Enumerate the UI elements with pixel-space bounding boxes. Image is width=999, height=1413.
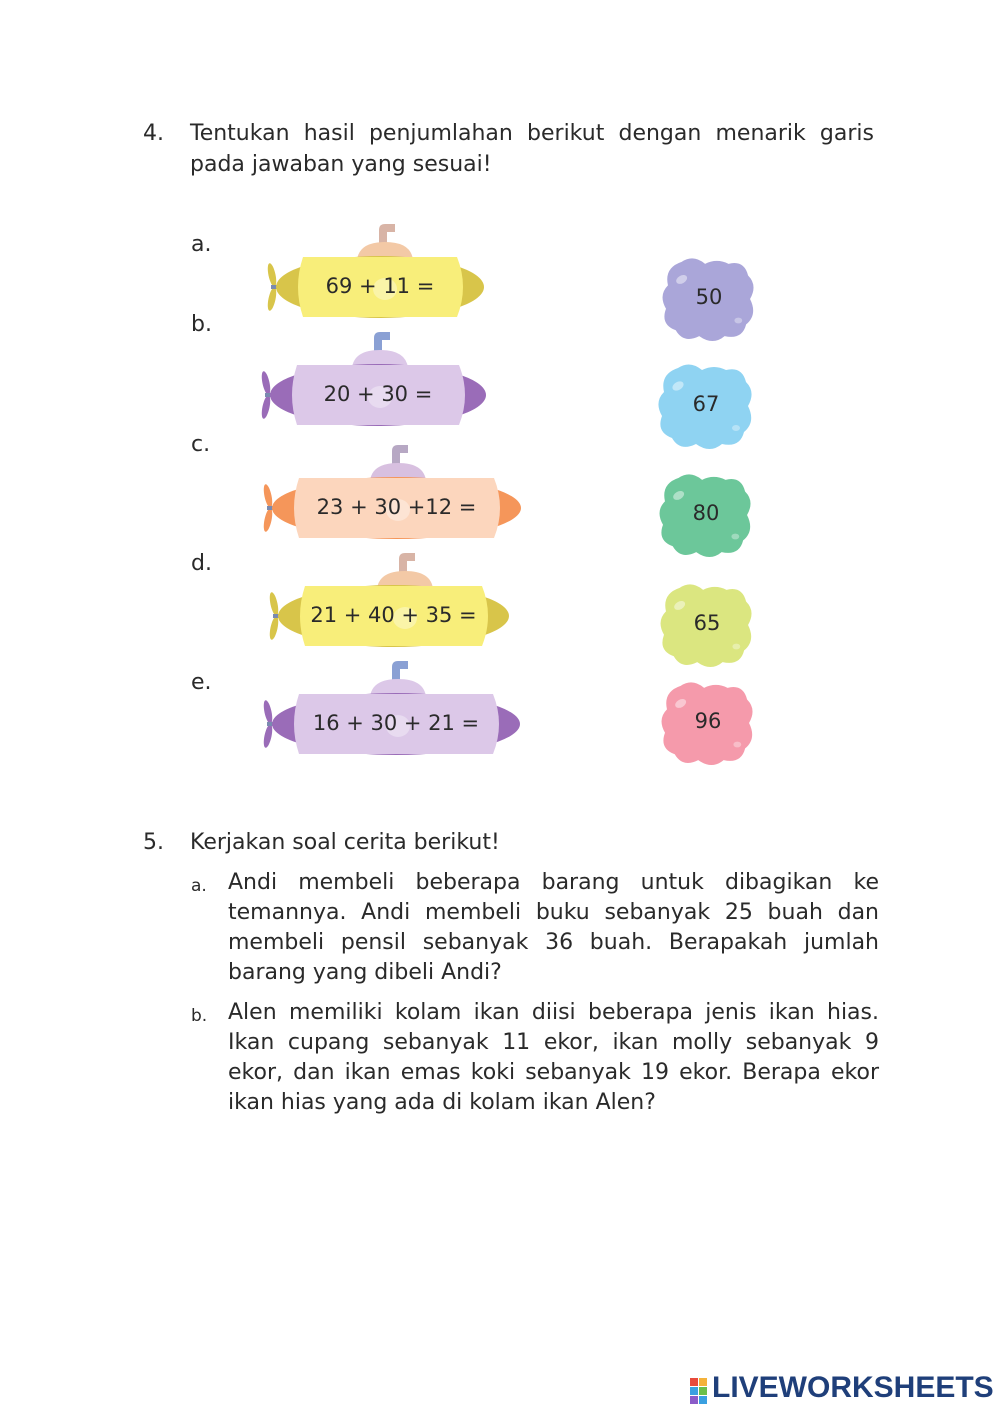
item-letter-2: c.: [191, 432, 211, 457]
equation-label: 69 + 11 =: [325, 274, 435, 298]
item-letter-1: b.: [191, 312, 212, 337]
item-letter-0: a.: [191, 232, 212, 257]
answer-blob-1[interactable]: [656, 362, 756, 450]
submarine-0[interactable]: [265, 222, 485, 322]
answer-value: 80: [692, 501, 720, 525]
submarine-2[interactable]: [261, 443, 522, 543]
submarine-icon: [259, 330, 487, 430]
submarine-icon: [261, 659, 521, 759]
question-5-number: 5.: [143, 830, 164, 855]
item-letter-4: e.: [191, 670, 212, 695]
submarine-4[interactable]: [261, 659, 521, 759]
question-5-title: Kerjakan soal cerita berikut!: [190, 830, 500, 855]
story-a-letter: a.: [191, 876, 207, 896]
story-a-text: Andi membeli beberapa barang untuk dibagikan ke temannya. Andi membeli buku sebanyak 25 buah dan membeli pensil sebanyak 36 buah. Berapakah jumlah barang yang dibeli Andi?: [228, 870, 879, 985]
answer-blob-4[interactable]: [658, 680, 758, 766]
answer-blob-3[interactable]: [657, 582, 757, 668]
liveworksheets-logo[interactable]: [690, 1371, 994, 1406]
equation-label: 21 + 40 + 35 =: [310, 603, 477, 627]
question-4-text: Tentukan hasil penjumlahan berikut dengan menarik garis pada jawaban yang sesuai!: [190, 121, 874, 177]
answer-value: 50: [695, 285, 723, 309]
answer-value: 65: [693, 611, 721, 635]
item-letter-3: d.: [191, 551, 212, 576]
liveworksheets-logo-text: LIVEWORKSHEETS: [712, 1371, 994, 1404]
answer-blob-0[interactable]: [660, 256, 758, 342]
equation-label: 16 + 30 + 21 =: [312, 711, 480, 735]
submarine-icon: [265, 222, 485, 322]
submarine-3[interactable]: [267, 551, 510, 651]
answer-blob-2[interactable]: [656, 472, 756, 558]
submarine-icon: [261, 443, 522, 543]
answer-value: 96: [694, 709, 722, 733]
story-b-letter: b.: [191, 1006, 208, 1026]
submarine-icon: [267, 551, 510, 651]
question-4-number: 4.: [143, 121, 164, 146]
story-b-text: Alen memiliki kolam ikan diisi beberapa jenis ikan hias. Ikan cupang sebanyak 11 ekor, ikan molly sebanyak 9 ekor, dan ikan emas koki sebanyak 19 ekor. Berapa ekor ikan hias yang ada di kolam ikan Alen?: [228, 1000, 879, 1115]
answer-value: 67: [692, 392, 720, 416]
equation-label: 23 + 30 +12 =: [316, 495, 477, 519]
submarine-1[interactable]: [259, 330, 487, 430]
equation-label: 20 + 30 =: [323, 382, 433, 406]
